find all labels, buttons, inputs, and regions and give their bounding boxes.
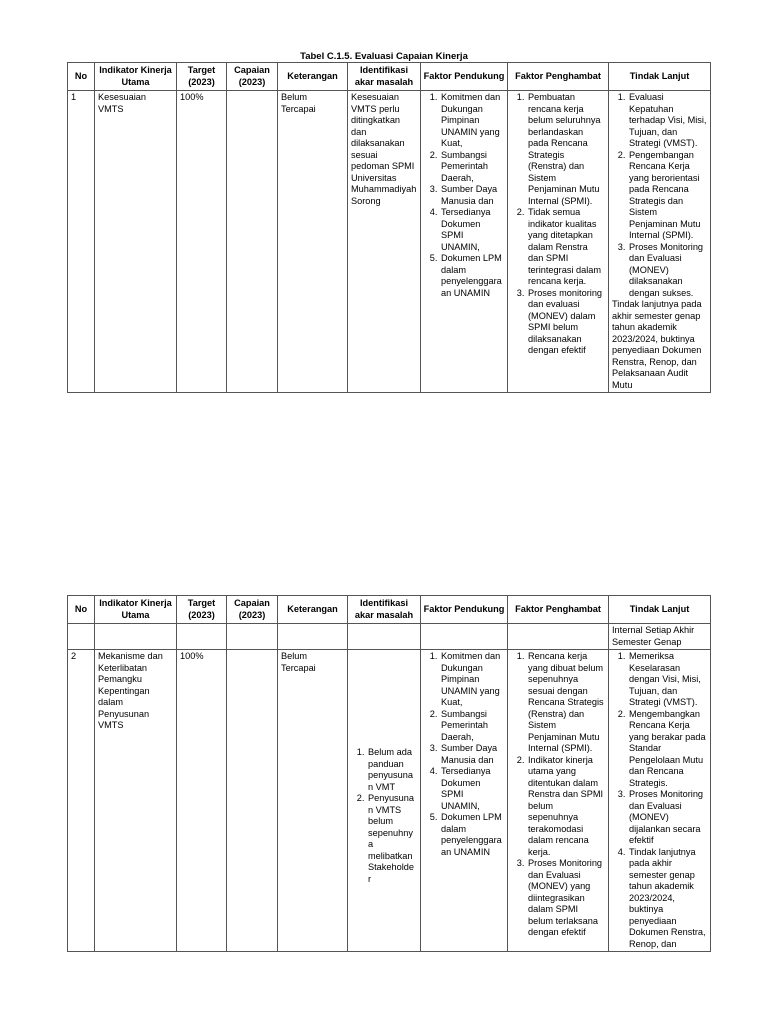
akar-list (351, 747, 417, 885)
list-item: 1. Memeriksa Keselarasan dengan Visi, Misi, Tujuan, dan Strategi (VMST). (628, 651, 707, 709)
header-faktor-pendukung: Faktor Pendukung (421, 596, 508, 624)
cell-indikator: Mekanisme dan Keterlibatan Pemangku Kepentingan dalam Penyusunan VMTS (95, 650, 177, 952)
header-target: Target (2023) (177, 63, 227, 91)
list-item: 4. Tindak lanjutnya pada akhir semester genap tahun akademik 2023/2024, buktinya penyediaan Dokumen Renstra, Renop, dan (628, 847, 707, 951)
list-item: 2. Sumbangsi Pemerintah Daerah, (440, 709, 504, 744)
list-item: 3. Proses monitoring dan evaluasi (MONEV) dalam SPMI belum dilaksanakan dengan efektif (527, 288, 605, 357)
cell-keterangan: Belum Tercapai (278, 91, 348, 393)
list-item: 1. Komitmen dan Dukungan Pimpinan UNAMIN yang Kuat, (440, 92, 504, 150)
list-item: 4. Tersedianya Dokumen SPMI UNAMIN, (440, 207, 504, 253)
header-target: Target (2023) (177, 596, 227, 624)
list-item: 4. Tersedianya Dokumen SPMI UNAMIN, (440, 766, 504, 812)
list-item: 2. Indikator kinerja utama yang ditentukan dalam Renstra dan SPMI belum sepenuhnya terakomodasi dalam rencana kerja. (527, 755, 605, 859)
list-item: 1. Pembuatan rencana kerja belum seluruhnya berlandaskan pada Rencana Strategis (Renstra) dan Sistem Penjaminan Mutu Internal (SPMI). (527, 92, 605, 207)
list-item: 2. Mengembangkan Rencana Kerja yang berakar pada Standar Pengelolaan Mutu dan Rencana Strategis. (628, 709, 707, 790)
header-capaian: Capaian (2023) (227, 63, 278, 91)
cell-indikator: Kesesuaian VMTS (95, 91, 177, 393)
header-row (68, 596, 711, 624)
cell-empty (348, 624, 421, 650)
list-item: 5. Dokumen LPM dalam penyelenggaraan UNAMIN (440, 253, 504, 299)
table-row (68, 91, 711, 393)
list-item: 3. Sumber Daya Manusia dan (440, 743, 504, 766)
header-faktor-penghambat: Faktor Penghambat (508, 63, 609, 91)
cell-keterangan: Belum Tercapai (278, 650, 348, 952)
cell-faktor-pendukung (421, 91, 508, 393)
cell-target: 100% (177, 91, 227, 393)
header-akar-masalah: Identifikasi akar masalah (348, 63, 421, 91)
list-item: 2. Tidak semua indikator kualitas yang ditetapkan dalam Renstra dan SPMI terintegrasi dalam rencana kerja. (527, 207, 605, 288)
list-item: 3. Proses Monitoring dan Evaluasi (MONEV) dilaksanakan dengan sukses. (628, 242, 707, 300)
cell-faktor-penghambat (508, 91, 609, 393)
cell-faktor-pendukung (421, 650, 508, 952)
cell-empty (95, 624, 177, 650)
header-keterangan: Keterangan (278, 63, 348, 91)
tindak-list (612, 92, 707, 299)
cell-empty (508, 624, 609, 650)
cell-target: 100% (177, 650, 227, 952)
penghambat-list (511, 651, 605, 939)
table-caption: Tabel C.1.5. Evaluasi Capaian Kinerja (300, 51, 468, 62)
evaluation-table-1 (67, 62, 711, 393)
list-item: 1. Komitmen dan Dukungan Pimpinan UNAMIN yang Kuat, (440, 651, 504, 709)
cell-empty (177, 624, 227, 650)
cell-empty (227, 624, 278, 650)
list-item: 3. Proses Monitoring dan Evaluasi (MONEV) dijalankan secara efektif (628, 789, 707, 847)
header-tindak-lanjut: Tindak Lanjut (609, 596, 711, 624)
cell-capaian (227, 91, 278, 393)
header-keterangan: Keterangan (278, 596, 348, 624)
header-indikator: Indikator Kinerja Utama (95, 596, 177, 624)
header-faktor-penghambat: Faktor Penghambat (508, 596, 609, 624)
evaluation-table-2 (67, 595, 711, 952)
list-item: 5. Dokumen LPM dalam penyelenggaraan UNAMIN (440, 812, 504, 858)
header-no: No (68, 596, 95, 624)
header-no: No (68, 63, 95, 91)
pendukung-list (424, 92, 504, 299)
list-item: 3. Proses Monitoring dan Evaluasi (MONEV) yang diintegrasikan dalam SPMI belum terlaksana dengan efektif (527, 858, 605, 939)
list-item: 1. Rencana kerja yang dibuat belum sepenuhnya sesuai dengan Rencana Strategis (Renstra) dan Sistem Penjaminan Mutu Internal (SPMI). (527, 651, 605, 755)
cell-no: 2 (68, 650, 95, 952)
tindak-list (612, 651, 707, 950)
header-tindak-lanjut: Tindak Lanjut (609, 63, 711, 91)
list-item: 2. Penyusunan VMTS belum sepenuhnya melibatkan Stakeholder (367, 793, 417, 885)
cell-akar-masalah (348, 650, 421, 952)
list-item: 3. Sumber Daya Manusia dan (440, 184, 504, 207)
cell-tindak-lanjut (609, 91, 711, 393)
pendukung-list (424, 651, 504, 858)
header-indikator: Indikator Kinerja Utama (95, 63, 177, 91)
table-row-continuation (68, 624, 711, 650)
header-capaian: Capaian (2023) (227, 596, 278, 624)
cell-tindak-lanjut (609, 650, 711, 952)
cell-empty (68, 624, 95, 650)
list-item: 1. Belum ada panduan penyusunan VMT (367, 747, 417, 793)
list-item: 1. Evaluasi Kepatuhan terhadap Visi, Misi, Tujuan, dan Strategi (VMST). (628, 92, 707, 150)
header-akar-masalah: Identifikasi akar masalah (348, 596, 421, 624)
cell-empty (278, 624, 348, 650)
cell-akar-masalah: Kesesuaian VMTS perlu ditingkatkan dan dilaksanakan sesuai pedoman SPMI Universitas Muhammadiyah Sorong (348, 91, 421, 393)
cell-faktor-penghambat (508, 650, 609, 952)
cell-tindak-lanjut-continued: Internal Setiap Akhir Semester Genap (609, 624, 711, 650)
cell-no: 1 (68, 91, 95, 393)
table-row (68, 650, 711, 952)
cell-capaian (227, 650, 278, 952)
penghambat-list (511, 92, 605, 357)
header-row (68, 63, 711, 91)
header-faktor-pendukung: Faktor Pendukung (421, 63, 508, 91)
tindak-followup-text: Tindak lanjutnya pada akhir semester genap tahun akademik 2023/2024, buktinya penyediaan Dokumen Renstra, Renop, dan Pelaksanaan Audit Mutu (612, 299, 702, 390)
list-item: 2. Pengembangan Rencana Kerja yang berorientasi pada Rencana Strategis dan Sistem Penjaminan Mutu Internal (SPMI). (628, 150, 707, 242)
cell-empty (421, 624, 508, 650)
list-item: 2. Sumbangsi Pemerintah Daerah, (440, 150, 504, 185)
